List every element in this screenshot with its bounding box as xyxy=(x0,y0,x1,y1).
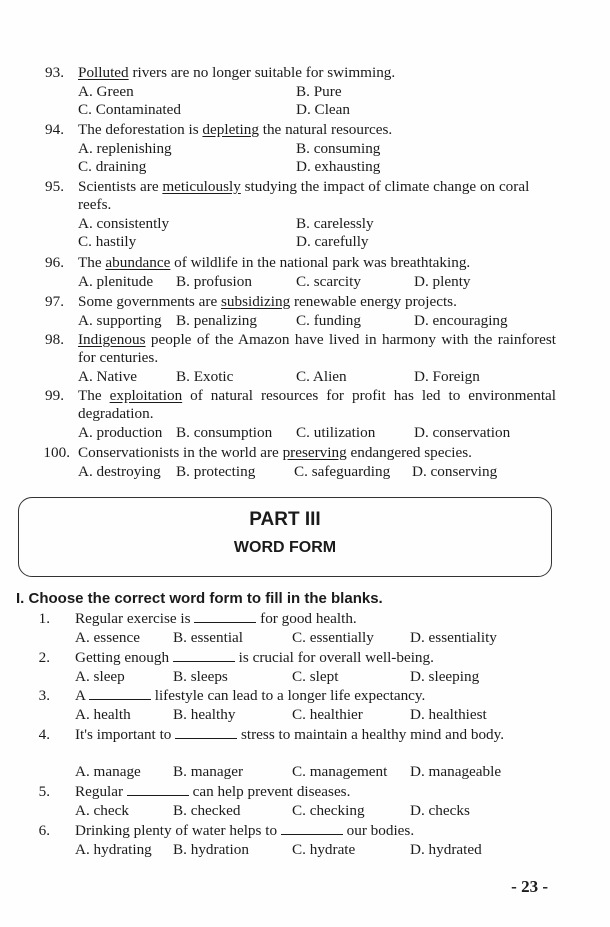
option-d[interactable]: D. conservation xyxy=(414,424,511,441)
option-b[interactable]: B. profusion xyxy=(176,273,252,290)
option-a[interactable]: A. production xyxy=(78,424,163,441)
option-c[interactable]: C. Alien xyxy=(296,368,347,385)
option-row xyxy=(78,215,558,233)
underlined-word: preserving xyxy=(282,444,347,461)
underlined-word: abundance xyxy=(105,254,171,271)
question-stem: Some governments are subsidizing renewable energy projects. xyxy=(78,293,457,310)
option-b[interactable]: B. Exotic xyxy=(176,368,234,385)
option-row xyxy=(75,763,555,781)
question-stem: Getting enough is crucial for overall well-being. xyxy=(75,649,434,666)
option-a[interactable]: A. sleep xyxy=(75,668,125,685)
option-a[interactable]: A. manage xyxy=(75,763,141,780)
underlined-word: meticulously xyxy=(162,178,241,195)
option-b[interactable]: B. essential xyxy=(173,629,244,646)
option-row xyxy=(75,841,555,859)
question-number: 94. xyxy=(45,121,64,138)
option-row xyxy=(78,140,558,158)
option-a[interactable]: A. supporting xyxy=(78,312,162,329)
option-row xyxy=(78,463,558,481)
question-stem: The exploitation of natural resources for profit has led to environmental degradation. xyxy=(78,387,556,422)
option-c[interactable]: C. utilization xyxy=(296,424,376,441)
option-row xyxy=(75,706,555,724)
option-b[interactable]: B. sleeps xyxy=(173,668,228,685)
question-number: 98. xyxy=(45,331,64,348)
question-stem: The deforestation is depleting the natural resources. xyxy=(78,121,393,138)
question-number: 97. xyxy=(45,293,64,310)
option-b[interactable]: B. hydration xyxy=(173,841,249,858)
answer-blank[interactable] xyxy=(173,649,235,662)
option-d[interactable]: D. exhausting xyxy=(296,158,381,175)
underlined-word: Polluted xyxy=(78,64,129,81)
part-banner xyxy=(18,497,552,577)
option-a[interactable]: A. health xyxy=(75,706,131,723)
option-a[interactable]: A. consistently xyxy=(78,215,170,232)
question-stem: Scientists are meticulously studying the impact of climate change on coral reefs. xyxy=(78,178,530,213)
option-row xyxy=(78,273,558,291)
question-stem: A lifestyle can lead to a longer life expectancy. xyxy=(75,687,426,704)
option-row xyxy=(78,312,558,330)
option-a[interactable]: A. destroying xyxy=(78,463,161,480)
option-row xyxy=(78,368,558,386)
option-b[interactable]: B. healthy xyxy=(173,706,236,723)
question-stem: Regular exercise is for good health. xyxy=(75,610,357,627)
option-c[interactable]: C. essentially xyxy=(292,629,374,646)
option-d[interactable]: D. Foreign xyxy=(414,368,480,385)
question-stem: It's important to stress to maintain a healthy mind and body. xyxy=(75,726,505,743)
question-stem: Polluted rivers are no longer suitable for swimming. xyxy=(78,64,396,81)
underlined-word: exploitation xyxy=(109,387,183,404)
option-c[interactable]: C. funding xyxy=(296,312,361,329)
underlined-word: Indigenous xyxy=(78,331,146,348)
underlined-word: depleting xyxy=(202,121,259,138)
option-a[interactable]: A. plenitude xyxy=(78,273,154,290)
option-b[interactable]: B. consumption xyxy=(176,424,273,441)
option-row xyxy=(78,83,558,101)
option-c[interactable]: C. checking xyxy=(292,802,365,819)
question-number: 6. xyxy=(38,822,50,839)
option-c[interactable]: C. scarcity xyxy=(296,273,361,290)
option-a[interactable]: A. essence xyxy=(75,629,140,646)
option-c[interactable]: C. Contaminated xyxy=(78,101,181,118)
question-stem: Indigenous people of the Amazon have lived in harmony with the rainforest for centuries. xyxy=(78,331,556,366)
option-d[interactable]: D. healthiest xyxy=(410,706,487,723)
question-number: 5. xyxy=(38,783,50,800)
option-b[interactable]: B. manager xyxy=(173,763,244,780)
option-d[interactable]: D. sleeping xyxy=(410,668,480,685)
option-c[interactable]: C. management xyxy=(292,763,388,780)
option-d[interactable]: D. essentiality xyxy=(410,629,497,646)
option-a[interactable]: A. Green xyxy=(78,83,134,100)
question-stem: Drinking plenty of water helps to our bodies. xyxy=(75,822,415,839)
option-c[interactable]: C. safeguarding xyxy=(294,463,391,480)
option-b[interactable]: B. consuming xyxy=(296,140,381,157)
option-a[interactable]: A. check xyxy=(75,802,129,819)
option-d[interactable]: D. carefully xyxy=(296,233,369,250)
option-row xyxy=(78,158,558,176)
option-d[interactable]: D. checks xyxy=(410,802,470,819)
option-row xyxy=(78,424,558,442)
option-b[interactable]: B. checked xyxy=(173,802,241,819)
underlined-word: subsidizing xyxy=(220,293,291,310)
option-c[interactable]: C. draining xyxy=(78,158,147,175)
question-stem: The abundance of wildlife in the national park was breathtaking. xyxy=(78,254,471,271)
question-number: 95. xyxy=(45,178,64,195)
option-d[interactable]: D. Clean xyxy=(296,101,350,118)
question-number: 2. xyxy=(38,649,50,666)
option-b[interactable]: B. carelessly xyxy=(296,215,374,232)
option-b[interactable]: B. Pure xyxy=(296,83,342,100)
option-a[interactable]: A. hydrating xyxy=(75,841,152,858)
question-number: 99. xyxy=(45,387,64,404)
option-d[interactable]: D. conserving xyxy=(412,463,498,480)
section-heading: I. Choose the correct word form to fill in the blanks. xyxy=(16,590,383,607)
option-row xyxy=(78,101,558,119)
question-number: 96. xyxy=(45,254,64,271)
page-number: - 23 - xyxy=(511,877,548,896)
question-number: 4. xyxy=(38,726,50,743)
part-title: PART III xyxy=(249,509,321,530)
question-stem: Conservationists in the world are preserving endangered species. xyxy=(78,444,472,461)
answer-blank[interactable] xyxy=(175,726,237,739)
option-d[interactable]: D. plenty xyxy=(414,273,471,290)
question-number: 3. xyxy=(38,687,50,704)
answer-blank[interactable] xyxy=(281,822,343,835)
option-row xyxy=(75,802,555,820)
question-stem: Regular can help prevent diseases. xyxy=(75,783,351,800)
option-row xyxy=(78,233,558,251)
option-c[interactable]: C. slept xyxy=(292,668,339,685)
question-number: 1. xyxy=(38,610,50,627)
part-subtitle: WORD FORM xyxy=(233,539,337,556)
option-row xyxy=(75,629,555,647)
option-d[interactable]: D. manageable xyxy=(410,763,502,780)
answer-blank[interactable] xyxy=(194,610,256,623)
option-b[interactable]: B. protecting xyxy=(176,463,256,480)
question-number: 100. xyxy=(43,444,70,461)
question-number: 93. xyxy=(45,64,64,81)
option-c[interactable]: C. hydrate xyxy=(292,841,356,858)
answer-blank[interactable] xyxy=(127,783,189,796)
option-a[interactable]: A. Native xyxy=(78,368,138,385)
option-c[interactable]: C. hastily xyxy=(78,233,137,250)
option-d[interactable]: D. hydrated xyxy=(410,841,482,858)
option-a[interactable]: A. replenishing xyxy=(78,140,172,157)
option-c[interactable]: C. healthier xyxy=(292,706,363,723)
option-b[interactable]: B. penalizing xyxy=(176,312,257,329)
answer-blank[interactable] xyxy=(89,687,151,700)
option-row xyxy=(75,668,555,686)
option-d[interactable]: D. encouraging xyxy=(414,312,508,329)
